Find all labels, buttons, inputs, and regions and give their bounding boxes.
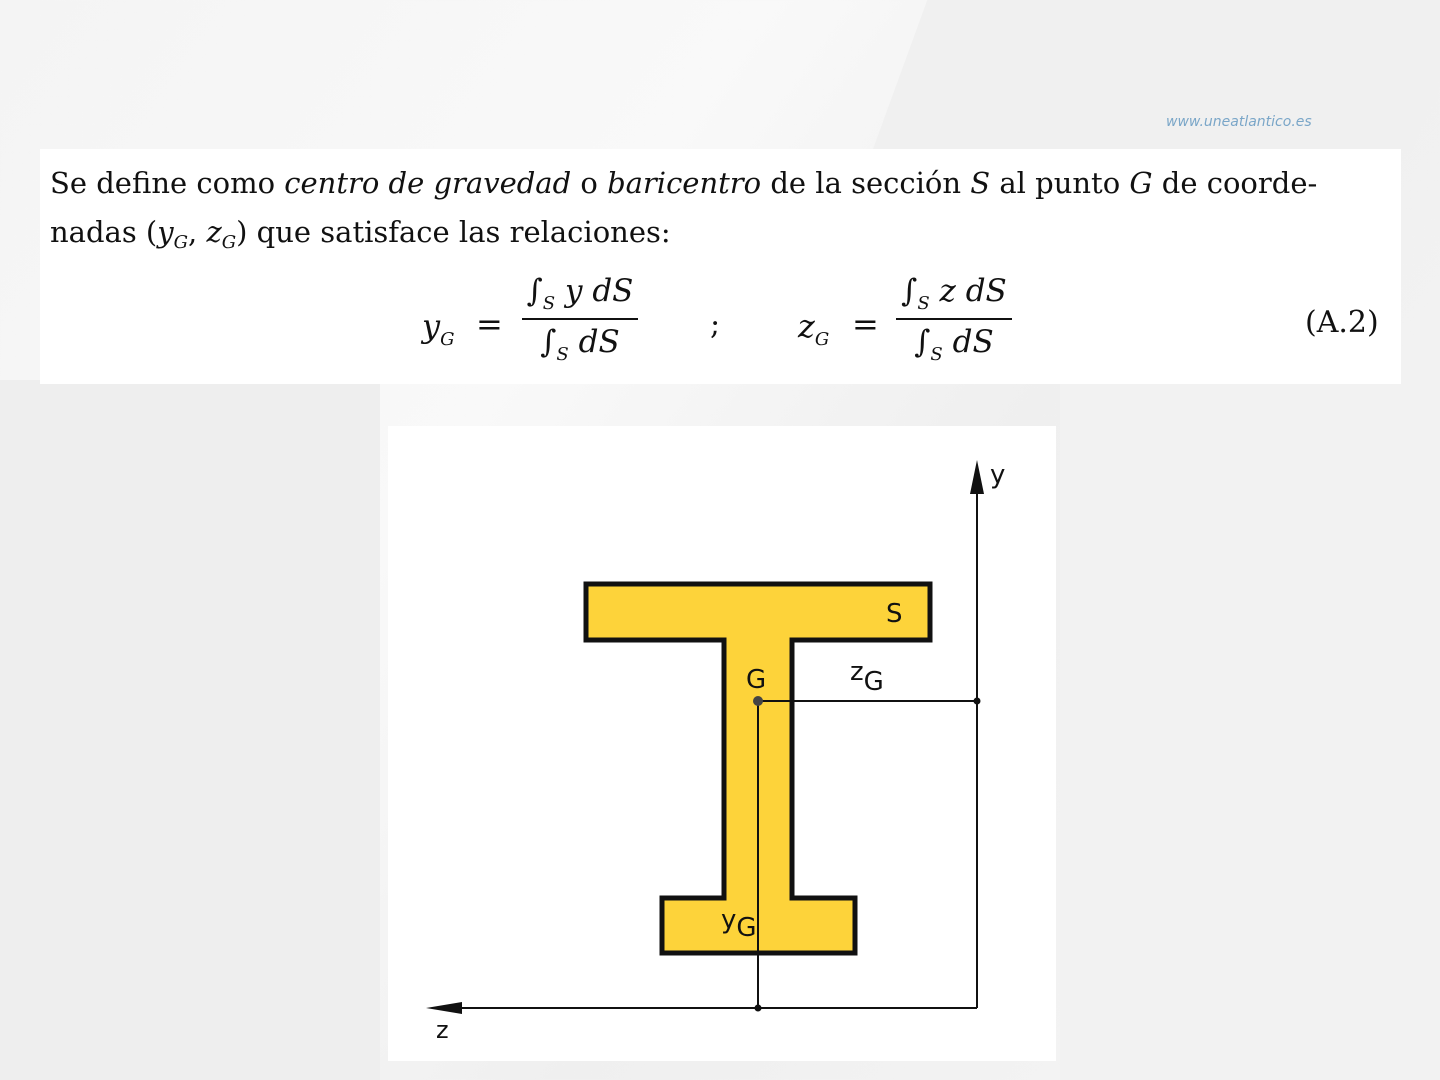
term-centro-de-gravedad: centro de gravedad [284, 166, 572, 200]
yG-axis-point [755, 1005, 762, 1012]
website-watermark: www.uneatlantico.es [1166, 114, 1312, 130]
background-panel-right [1060, 380, 1440, 1080]
y-axis-arrow [970, 460, 984, 494]
section-figure [388, 426, 1056, 1061]
fraction-yG [522, 273, 638, 365]
fraction-bar [522, 318, 638, 320]
yG-label: yG [721, 905, 757, 943]
section-label-S: S [886, 599, 903, 629]
equals-sign: = [852, 305, 879, 343]
definition-paragraph [50, 159, 1385, 267]
fraction-denominator: $\int_S$ dS [914, 324, 994, 365]
formula-lhs-zG: $z_G$ [798, 307, 830, 350]
subscript-G: G [221, 232, 237, 253]
term-baricentro: baricentro [607, 166, 762, 200]
centroid-point [753, 696, 763, 706]
zG-axis-point [974, 698, 981, 705]
text-fragment: Se define como [50, 166, 285, 200]
text-fragment: ) que satisface las relaciones: [236, 215, 671, 249]
fraction-zG [896, 273, 1012, 365]
equals-sign: = [476, 305, 503, 343]
z-axis-arrow [426, 1002, 462, 1014]
text-fragment: de la sección [761, 166, 971, 200]
subscript-G: G [173, 232, 189, 253]
centroid-label-G: G [746, 665, 767, 695]
fraction-numerator: $\int_S$ z dS [901, 273, 1007, 314]
fraction-denominator: $\int_S$ dS [540, 324, 620, 365]
symbol-y: y [157, 215, 174, 249]
text-fragment: o [571, 166, 608, 200]
symbol-G: G [1129, 166, 1153, 200]
fraction-bar [896, 318, 1012, 320]
text-fragment: de coorde- [1152, 166, 1318, 200]
y-axis-label: y [990, 460, 1006, 490]
text-fragment: al punto [990, 166, 1130, 200]
centroid-formula [40, 273, 1401, 377]
definition-box [40, 149, 1401, 384]
text-fragment: , [188, 215, 207, 249]
i-section-diagram [388, 426, 1056, 1061]
formula-separator: ; [710, 307, 721, 342]
equation-number: (A.2) [1305, 305, 1379, 340]
zG-label: zG [850, 657, 884, 697]
background-panel-top [873, 0, 1440, 150]
fraction-numerator: $\int_S$ y dS [526, 273, 634, 314]
background-panel-left [0, 380, 380, 1080]
symbol-z: z [206, 215, 222, 249]
z-axis-label: z [436, 1016, 449, 1044]
text-fragment: nadas ( [50, 215, 158, 249]
formula-lhs-yG: $y_G$ [422, 307, 455, 350]
symbol-S: S [970, 166, 991, 200]
